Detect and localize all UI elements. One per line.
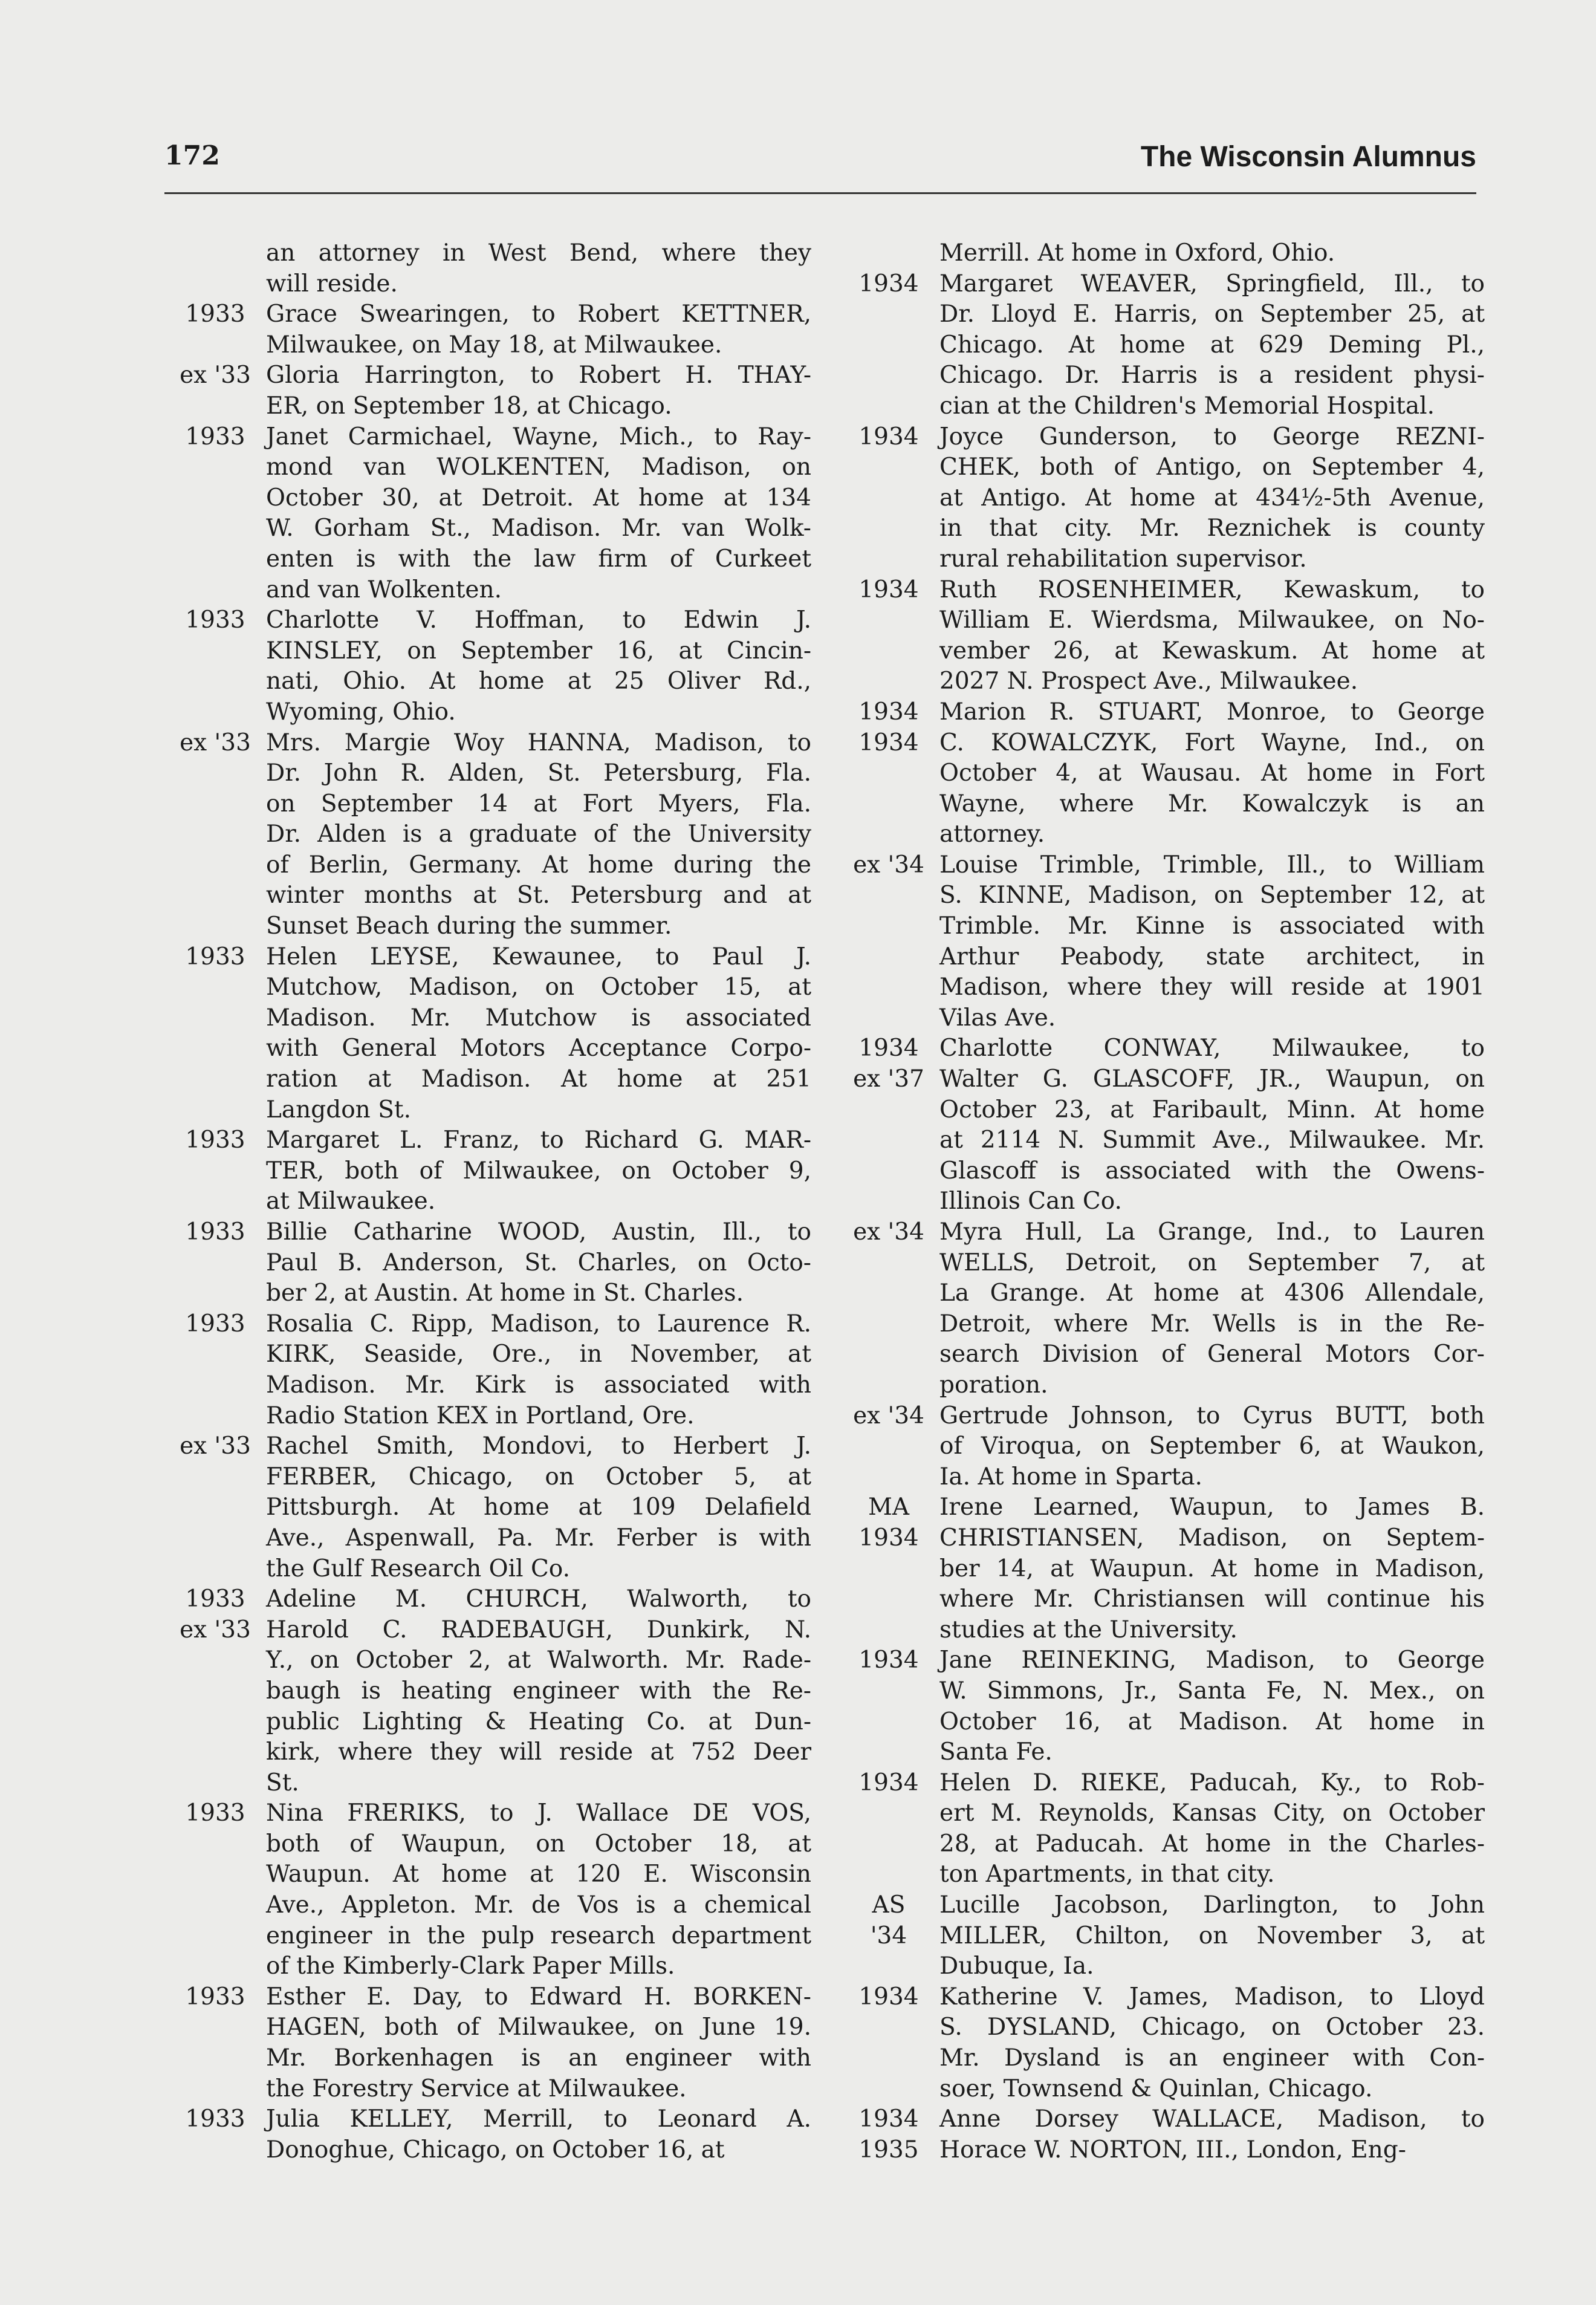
entry-line: ber 2, at Austin. At home in St. Charles. xyxy=(266,1279,744,1307)
entry-text xyxy=(939,1982,1485,2104)
entry-line: Mr. Borkenhagen is an engineer with xyxy=(266,2044,811,2072)
entry-line: Santa Fe. xyxy=(939,1738,1053,1766)
class-year: 1934 xyxy=(858,576,919,603)
entry-line: Dubuque, Ia. xyxy=(939,1952,1094,1980)
entry-line: ert M. Reynolds, Kansas City, on October xyxy=(939,1799,1485,1827)
entry-text xyxy=(266,942,811,1126)
marriage-entry xyxy=(838,1768,1485,1890)
entry-line: of the Kimberly-Clark Paper Mills. xyxy=(266,1952,675,1980)
entry-text xyxy=(266,1125,811,1217)
entry-line: studies at the University. xyxy=(939,1616,1238,1643)
entry-line: 2027 N. Prospect Ave., Milwaukee. xyxy=(939,668,1358,695)
entry-line: kirk, where they will reside at 752 Deer xyxy=(266,1738,811,1766)
entry-line: in that city. Mr. Reznichek is county xyxy=(939,515,1485,542)
entry-line: Paul B. Anderson, St. Charles, on Octo- xyxy=(266,1249,811,1276)
marriage-entry xyxy=(838,1890,1485,1982)
class-year: 1934 xyxy=(858,1983,919,2011)
entry-line: S. DYSLAND, Chicago, on October 23. xyxy=(939,2014,1485,2041)
class-year: 1933 xyxy=(185,606,245,634)
entry-text xyxy=(266,238,811,299)
entry-text xyxy=(266,1217,811,1309)
class-year: ex '34 xyxy=(853,851,924,879)
entry-text xyxy=(266,728,811,942)
entry-line: Charlotte V. Hoffman, to Edwin J. xyxy=(266,606,811,634)
marriage-entry xyxy=(164,942,811,1126)
entry-line: Katherine V. James, Madison, to Lloyd xyxy=(939,1983,1485,2011)
entry-line: and van Wolkenten. xyxy=(266,576,502,603)
entry-line: Irene Learned, Waupun, to James B. xyxy=(939,1494,1485,1521)
entry-line: Madison. Mr. Kirk is associated with xyxy=(266,1371,811,1399)
marriage-entry xyxy=(164,605,811,727)
marriage-entry xyxy=(838,575,1485,697)
entry-line: Gertrude Johnson, to Cyrus BUTT, both xyxy=(939,1402,1485,1429)
marriage-entry xyxy=(164,422,811,606)
entry-line: Trimble. Mr. Kinne is associated with xyxy=(939,912,1485,940)
entry-line: Margaret L. Franz, to Richard G. MAR- xyxy=(266,1126,811,1154)
entry-line: Mrs. Margie Woy HANNA, Madison, to xyxy=(266,729,811,756)
entry-text xyxy=(939,1768,1485,1890)
entry-line: October 30, at Detroit. At home at 134 xyxy=(266,484,811,512)
entry-line: Detroit, where Mr. Wells is in the Re- xyxy=(939,1310,1485,1338)
entry-line: FERBER, Chicago, on October 5, at xyxy=(266,1463,811,1491)
class-year: 1934 1935 xyxy=(858,2105,919,2164)
entry-line: Esther E. Day, to Edward H. BORKEN- xyxy=(266,1983,811,2011)
class-year: ex '33 xyxy=(180,729,251,756)
entry-line: Adeline M. CHURCH, Walworth, to xyxy=(266,1585,811,1613)
entry-line: CHRISTIANSEN, Madison, on Septem- xyxy=(939,1524,1485,1552)
entry-text xyxy=(266,1798,811,1982)
marriage-entry xyxy=(164,1798,811,1982)
entry-line: attorney. xyxy=(939,821,1045,848)
entry-line: both of Waupun, on October 18, at xyxy=(266,1830,811,1858)
entry-line: public Lighting & Heating Co. at Dun- xyxy=(266,1708,811,1735)
class-year: 1934 xyxy=(858,1769,919,1796)
entry-line: ration at Madison. At home at 251 xyxy=(266,1065,811,1093)
marriage-entry xyxy=(838,1982,1485,2104)
class-year: 1933 xyxy=(185,1218,245,1246)
entry-text xyxy=(939,238,1485,269)
entry-line: ton Apartments, in that city. xyxy=(939,1861,1275,1888)
entry-line: Myra Hull, La Grange, Ind., to Lauren xyxy=(939,1218,1485,1246)
entry-line: Illinois Can Co. xyxy=(939,1188,1122,1215)
entry-line: engineer in the pulp research department xyxy=(266,1922,811,1949)
entry-text xyxy=(266,1584,811,1798)
marriage-entry xyxy=(164,728,811,942)
entry-text xyxy=(939,1217,1485,1401)
marriage-entry xyxy=(164,299,811,360)
entry-text xyxy=(939,1401,1485,1493)
entry-line: October 16, at Madison. At home in xyxy=(939,1708,1485,1735)
entry-text xyxy=(939,697,1485,850)
entry-line: cian at the Children's Memorial Hospital. xyxy=(939,392,1435,420)
entry-text xyxy=(939,850,1485,1034)
entry-text xyxy=(939,1492,1485,1645)
entry-text xyxy=(266,422,811,606)
entry-line: Pittsburgh. At home at 109 Delafield xyxy=(266,1494,811,1521)
header-rule xyxy=(164,192,1476,194)
class-year: ex '34 xyxy=(853,1218,924,1246)
entry-line: W. Simmons, Jr., Santa Fe, N. Mex., on xyxy=(939,1677,1485,1705)
entry-line: Madison, where they will reside at 1901 xyxy=(939,974,1485,1001)
entry-line: Anne Dorsey WALLACE, Madison, to xyxy=(939,2105,1485,2133)
entry-line: Joyce Gunderson, to George REZNI- xyxy=(939,423,1485,450)
entry-line: Ia. At home in Sparta. xyxy=(939,1463,1202,1491)
entry-line: mond van WOLKENTEN, Madison, on xyxy=(266,454,811,481)
entry-line: Ave., Appleton. Mr. de Vos is a chemical xyxy=(266,1891,811,1919)
marriage-entry xyxy=(838,850,1485,1034)
entry-line: Milwaukee, on May 18, at Milwaukee. xyxy=(266,331,722,359)
entry-line: Arthur Peabody, state architect, in xyxy=(939,943,1485,970)
right-column xyxy=(838,238,1485,2165)
entry-text xyxy=(266,1309,811,1431)
entry-line: TER, both of Milwaukee, on October 9, xyxy=(266,1157,811,1185)
marriage-entry xyxy=(164,1584,811,1798)
entry-line: KIRK, Seaside, Ore., in November, at xyxy=(266,1341,811,1368)
class-year: ex '33 xyxy=(180,362,251,389)
marriage-entry xyxy=(164,2104,811,2165)
entry-line: with General Motors Acceptance Corpo- xyxy=(266,1035,811,1062)
left-column xyxy=(164,238,811,2165)
entry-line: Vilas Ave. xyxy=(939,1004,1056,1032)
entry-text xyxy=(266,299,811,360)
entry-line: Madison. Mr. Mutchow is associated xyxy=(266,1004,811,1032)
entry-line: Janet Carmichael, Wayne, Mich., to Ray- xyxy=(266,423,811,450)
entry-line: MILLER, Chilton, on November 3, at xyxy=(939,1922,1485,1949)
entry-line: vember 26, at Kewaskum. At home at xyxy=(939,637,1485,665)
entry-line: S. KINNE, Madison, on September 12, at xyxy=(939,882,1485,909)
entry-line: Nina FRERIKS, to J. Wallace DE VOS, xyxy=(266,1799,811,1827)
entry-text xyxy=(266,360,811,421)
entry-text xyxy=(266,2104,811,2165)
entry-line: C. KOWALCZYK, Fort Wayne, Ind., on xyxy=(939,729,1485,756)
entry-line: Rachel Smith, Mondovi, to Herbert J. xyxy=(266,1432,811,1460)
entry-text xyxy=(939,1645,1485,1767)
marriage-entry xyxy=(838,697,1485,850)
marriage-entry xyxy=(164,1431,811,1584)
entry-line: Waupun. At home at 120 E. Wisconsin xyxy=(266,1861,811,1888)
marriage-entry xyxy=(838,269,1485,422)
entry-line: where Mr. Christiansen will continue his xyxy=(939,1585,1485,1613)
marriage-entry xyxy=(164,238,811,299)
entry-line: Jane REINEKING, Madison, to George xyxy=(939,1647,1485,1674)
entry-line: Lucille Jacobson, Darlington, to John xyxy=(939,1891,1485,1919)
entry-line: Helen D. RIEKE, Paducah, Ky., to Rob- xyxy=(939,1769,1485,1796)
class-year: 1934 1934 xyxy=(858,698,919,756)
class-year: 1934 ex '37 xyxy=(853,1035,924,1093)
entry-line: W. Gorham St., Madison. Mr. van Wolk- xyxy=(266,515,811,542)
entry-line: nati, Ohio. At home at 25 Oliver Rd., xyxy=(266,668,811,695)
marriage-entry xyxy=(164,1309,811,1431)
entry-line: Billie Catharine WOOD, Austin, Ill., to xyxy=(266,1218,811,1246)
marriage-entry xyxy=(164,1125,811,1217)
entry-line: Julia KELLEY, Merrill, to Leonard A. xyxy=(266,2105,811,2133)
marriage-entry xyxy=(164,1217,811,1309)
entry-line: of Berlin, Germany. At home during the xyxy=(266,851,811,879)
entry-line: Y., on October 2, at Walworth. Mr. Rade- xyxy=(266,1647,811,1674)
entry-line: Walter G. GLASCOFF, JR., Waupun, on xyxy=(939,1065,1485,1093)
entry-line: Charlotte CONWAY, Milwaukee, to xyxy=(939,1035,1485,1062)
class-year: 1933 xyxy=(185,1310,245,1338)
class-year: 1933 xyxy=(185,2105,245,2133)
class-year: 1933 xyxy=(185,943,245,970)
entry-line: La Grange. At home at 4306 Allendale, xyxy=(939,1279,1485,1307)
entry-line: ber 14, at Waupun. At home in Madison, xyxy=(939,1555,1485,1582)
entry-line: Chicago. At home at 629 Deming Pl., xyxy=(939,331,1485,359)
marriage-entry xyxy=(838,2104,1485,2165)
class-year: 1933 xyxy=(185,1799,245,1827)
marriage-entry xyxy=(838,422,1485,575)
entry-line: Langdon St. xyxy=(266,1096,411,1123)
entry-line: Merrill. At home in Oxford, Ohio. xyxy=(939,239,1335,267)
entry-text xyxy=(266,605,811,727)
entry-line: Gloria Harrington, to Robert H. THAY- xyxy=(266,362,811,389)
entry-line: the Gulf Research Oil Co. xyxy=(266,1555,570,1582)
entry-line: the Forestry Service at Milwaukee. xyxy=(266,2075,687,2102)
entry-line: Louise Trimble, Trimble, Ill., to William xyxy=(939,851,1485,879)
marriage-entry xyxy=(838,1033,1485,1217)
entry-line: rural rehabilitation supervisor. xyxy=(939,545,1307,573)
class-year: 1933 xyxy=(185,423,245,450)
entry-line: baugh is heating engineer with the Re- xyxy=(266,1677,811,1705)
entry-line: Radio Station KEX in Portland, Ore. xyxy=(266,1402,695,1429)
entry-line: William E. Wierdsma, Milwaukee, on No- xyxy=(939,606,1485,634)
entry-text xyxy=(266,1431,811,1584)
entry-line: Margaret WEAVER, Springfield, Ill., to xyxy=(939,270,1485,297)
marriage-entry xyxy=(838,1492,1485,1645)
entry-line: 28, at Paducah. At home in the Charles- xyxy=(939,1830,1485,1858)
entry-line: soer, Townsend & Quinlan, Chicago. xyxy=(939,2075,1373,2102)
running-title: The Wisconsin Alumnus xyxy=(1140,141,1476,173)
marriage-entry xyxy=(164,1982,811,2104)
entry-line: Rosalia C. Ripp, Madison, to Laurence R. xyxy=(266,1310,811,1338)
marriage-entry xyxy=(164,360,811,421)
marriage-entry xyxy=(838,1645,1485,1767)
entry-line: ER, on September 18, at Chicago. xyxy=(266,392,672,420)
entry-line: Dr. John R. Alden, St. Petersburg, Fla. xyxy=(266,759,811,787)
class-year: AS '34 xyxy=(870,1891,907,1949)
entry-line: St. xyxy=(266,1769,299,1796)
entry-line: Dr. Lloyd E. Harris, on September 25, at xyxy=(939,301,1485,328)
entry-line: Mr. Dysland is an engineer with Con- xyxy=(939,2044,1485,2072)
entry-line: Wyoming, Ohio. xyxy=(266,698,456,726)
entry-line: Ave., Aspenwall, Pa. Mr. Ferber is with xyxy=(266,1524,811,1552)
page-header xyxy=(164,140,1476,183)
entry-line: of Viroqua, on September 6, at Waukon, xyxy=(939,1432,1485,1460)
entry-text xyxy=(266,1982,811,2104)
entry-line: will reside. xyxy=(266,270,398,297)
class-year: ex '33 xyxy=(180,1432,251,1460)
entry-line: an attorney in West Bend, where they xyxy=(266,239,811,267)
entry-line: Donoghue, Chicago, on October 16, at xyxy=(266,2136,725,2164)
entry-text xyxy=(939,269,1485,422)
entry-line: Ruth ROSENHEIMER, Kewaskum, to xyxy=(939,576,1485,603)
entry-line: Horace W. NORTON, III., London, Eng- xyxy=(939,2136,1406,2164)
entry-line: HAGEN, both of Milwaukee, on June 19. xyxy=(266,2014,811,2041)
entry-line: Sunset Beach during the summer. xyxy=(266,912,672,940)
class-year: 1934 xyxy=(858,270,919,297)
entry-text xyxy=(939,1033,1485,1217)
entry-line: search Division of General Motors Cor- xyxy=(939,1341,1485,1368)
entry-line: on September 14 at Fort Myers, Fla. xyxy=(266,790,811,818)
entry-line: enten is with the law firm of Curkeet xyxy=(266,545,811,573)
entry-line: Mutchow, Madison, on October 15, at xyxy=(266,974,811,1001)
marriage-entry xyxy=(838,1217,1485,1401)
page-number: 172 xyxy=(164,140,220,171)
entry-line: WELLS, Detroit, on September 7, at xyxy=(939,1249,1485,1276)
entry-line: Glascoff is associated with the Owens- xyxy=(939,1157,1485,1185)
entry-text xyxy=(939,575,1485,697)
entry-line: at Milwaukee. xyxy=(266,1188,436,1215)
entry-line: Wayne, where Mr. Kowalczyk is an xyxy=(939,790,1485,818)
entry-line: October 23, at Faribault, Minn. At home xyxy=(939,1096,1485,1123)
entry-line: Marion R. STUART, Monroe, to George xyxy=(939,698,1485,726)
entry-line: KINSLEY, on September 16, at Cincin- xyxy=(266,637,811,665)
entry-line: Chicago. Dr. Harris is a resident physi- xyxy=(939,362,1485,389)
class-year: ex '34 xyxy=(853,1402,924,1429)
entry-text xyxy=(939,1890,1485,1982)
entry-line: Helen LEYSE, Kewaunee, to Paul J. xyxy=(266,943,811,970)
entry-line: Harold C. RADEBAUGH, Dunkirk, N. xyxy=(266,1616,811,1643)
entry-line: at Antigo. At home at 434½-5th Avenue, xyxy=(939,484,1485,512)
entry-line: winter months at St. Petersburg and at xyxy=(266,882,811,909)
class-year: 1934 xyxy=(858,1647,919,1674)
entry-line: Grace Swearingen, to Robert KETTNER, xyxy=(266,301,811,328)
entry-text xyxy=(939,2104,1485,2165)
class-year: 1933 xyxy=(185,1126,245,1154)
marriage-entry xyxy=(838,238,1485,269)
entry-line: at 2114 N. Summit Ave., Milwaukee. Mr. xyxy=(939,1126,1485,1154)
class-year: 1933 xyxy=(185,301,245,328)
class-year: 1933 ex '33 xyxy=(180,1585,251,1643)
entry-line: October 4, at Wausau. At home in Fort xyxy=(939,759,1485,787)
entry-line: CHEK, both of Antigo, on September 4, xyxy=(939,454,1485,481)
class-year: 1934 xyxy=(858,423,919,450)
entry-text xyxy=(939,422,1485,575)
class-year: 1933 xyxy=(185,1983,245,2011)
marriage-entry xyxy=(838,1401,1485,1493)
entry-line: Dr. Alden is a graduate of the University xyxy=(266,821,811,848)
class-year: MA 1934 xyxy=(858,1494,919,1552)
entry-line: poration. xyxy=(939,1371,1048,1399)
